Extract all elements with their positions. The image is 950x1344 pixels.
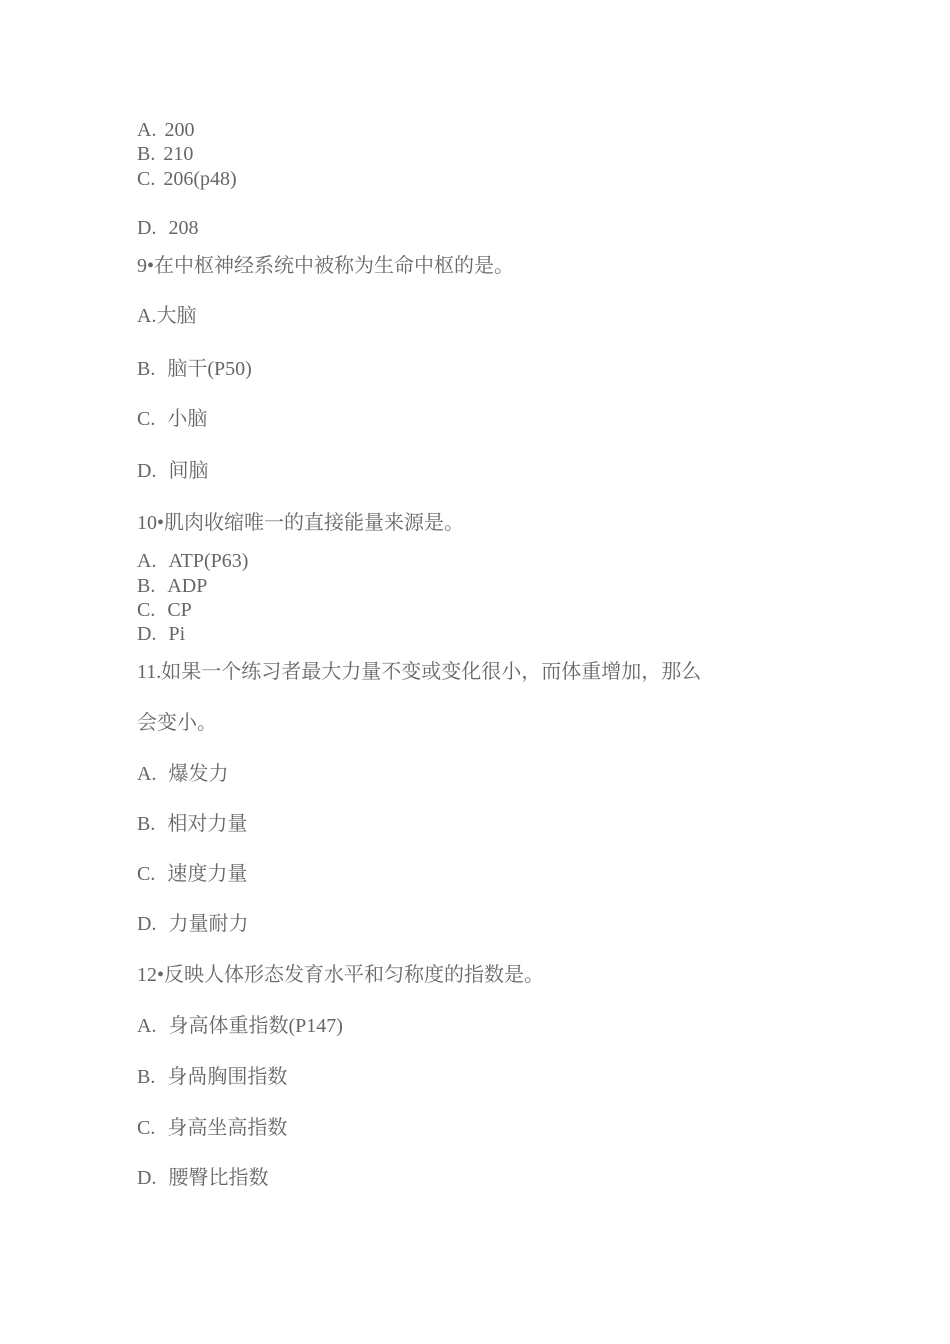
option-letter: B. [137, 575, 156, 597]
option-text: ADP [167, 575, 208, 597]
option-text: 200 [164, 119, 195, 141]
q8-option-a [137, 118, 194, 142]
q9-option-a [137, 304, 196, 328]
option-letter: B. [137, 358, 156, 380]
option-text: Pi [168, 623, 186, 645]
option-text: 206(p48) [163, 168, 237, 190]
option-letter: B. [137, 143, 156, 165]
option-letter: D. [137, 623, 157, 645]
q11-stem-line1: 11.如果一个练习者最大力量不变或变化很小，而体重增加，那么 [137, 661, 702, 683]
option-letter: A. [137, 119, 157, 141]
q10-option-b [137, 574, 207, 598]
q12-option-c [137, 1116, 287, 1140]
option-letter: C. [137, 863, 156, 885]
option-letter: D. [137, 217, 157, 239]
q9-stem: 9•在中枢神经系统中被称为生命中枢的是。 [137, 255, 515, 277]
option-text: 爆发力 [168, 763, 229, 785]
option-letter: D. [137, 1167, 157, 1189]
option-text: 身高体重指数(P147) [168, 1015, 343, 1037]
q12-stem: 12•反映人体形态发育水平和匀称度的指数是。 [137, 964, 545, 986]
q9-option-d [137, 459, 208, 483]
option-text: CP [167, 599, 192, 621]
option-letter: C. [137, 1117, 156, 1139]
q10-option-a [137, 549, 248, 573]
q11-option-b [137, 812, 247, 836]
q12-option-a [137, 1014, 343, 1038]
option-text: 身高坐高指数 [167, 1117, 288, 1139]
option-letter: C. [137, 599, 156, 621]
q10-option-d [137, 622, 185, 646]
q8-option-b [137, 142, 193, 166]
option-text: 脑干(P50) [167, 358, 252, 380]
option-letter: C. [137, 168, 156, 190]
option-letter: D. [137, 460, 157, 482]
q10-option-c [137, 598, 192, 622]
option-text: 速度力量 [167, 863, 248, 885]
option-text: 相对力量 [167, 813, 248, 835]
option-letter: B. [137, 1066, 156, 1088]
option-letter: B. [137, 813, 156, 835]
q8-option-c [137, 167, 237, 191]
q11-option-d [137, 912, 248, 936]
q10-stem: 10•肌肉收缩唯一的直接能量来源是。 [137, 512, 465, 534]
option-text: 力量耐力 [168, 913, 249, 935]
option-letter: D. [137, 913, 157, 935]
q12-option-d [137, 1166, 268, 1190]
option-letter: C. [137, 408, 156, 430]
q8-option-d [137, 216, 198, 240]
option-text: 腰臀比指数 [168, 1167, 269, 1189]
q12-option-b [137, 1065, 287, 1089]
q11-stem-line2: 会变小。 [137, 712, 217, 734]
q9-option-c [137, 407, 207, 431]
q11-option-a [137, 762, 228, 786]
option-letter: A. [137, 305, 157, 327]
option-text: 小脑 [167, 408, 208, 430]
q11-option-c [137, 862, 247, 886]
option-text: 间脑 [168, 460, 209, 482]
option-letter: A. [137, 550, 157, 572]
q9-option-b [137, 357, 252, 381]
option-letter: A. [137, 1015, 157, 1037]
option-text: ATP(P63) [168, 550, 249, 572]
option-text: 208 [168, 217, 199, 239]
option-text: 210 [163, 143, 194, 165]
option-text: 大脑 [156, 305, 197, 327]
option-letter: A. [137, 763, 157, 785]
option-text: 身咼胸围指数 [167, 1066, 288, 1088]
